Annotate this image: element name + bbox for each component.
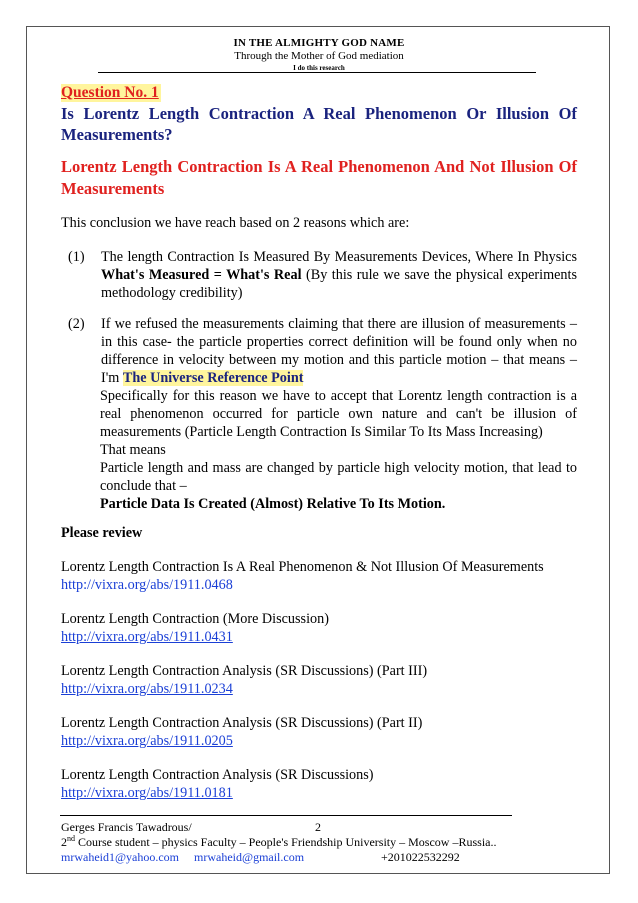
reference-title: Lorentz Length Contraction Is A Real Phenomenon & Not Illusion Of Measurements bbox=[61, 559, 544, 575]
footer-course-ordinal: 2 bbox=[61, 835, 67, 849]
reference-link[interactable]: http://vixra.org/abs/1911.0181 bbox=[61, 785, 233, 801]
reference-link[interactable]: http://vixra.org/abs/1911.0468 bbox=[61, 577, 233, 593]
question-number: Question No. 1 bbox=[61, 84, 159, 101]
reference-title: Lorentz Length Contraction Analysis (SR Discussions) (Part III) bbox=[61, 663, 428, 679]
reference-item bbox=[61, 662, 577, 698]
reference-link[interactable]: http://vixra.org/abs/1911.0205 bbox=[61, 733, 233, 749]
reference-link[interactable]: http://vixra.org/abs/1911.0431 bbox=[61, 629, 233, 645]
intro-text: This conclusion we have reach based on 2 reasons which are: bbox=[61, 215, 410, 231]
reference-link[interactable]: http://vixra.org/abs/1911.0234 bbox=[61, 681, 233, 697]
reference-item bbox=[61, 766, 577, 802]
reason-2-para-4: Particle length and mass are changed by particle high velocity motion, that lead to conclude that – bbox=[100, 460, 577, 494]
footer-course-suffix: nd bbox=[67, 834, 75, 843]
reason-1-bold: What's Measured = What's Real bbox=[101, 267, 302, 283]
main-content bbox=[61, 84, 577, 802]
header-divider bbox=[98, 72, 536, 73]
answer-title: Lorentz Length Contraction Is A Real Phenomenon And Not Illusion Of Measurements bbox=[61, 157, 577, 198]
reason-2 bbox=[61, 315, 577, 387]
reference-item bbox=[61, 714, 577, 750]
reference-title: Lorentz Length Contraction Analysis (SR Discussions) (Part II) bbox=[61, 715, 423, 731]
footer-course-text: Course student – physics Faculty – People's Friendship University – Moscow –Russia.. bbox=[75, 835, 497, 849]
reason-1-text-b: (By this rule we save the physical experiments methodology credibility) bbox=[101, 267, 577, 301]
header-line-1: IN THE ALMIGHTY GOD NAME bbox=[233, 37, 405, 49]
header-line-2: Through the Mother of God mediation bbox=[234, 50, 404, 62]
page-number: 2 bbox=[315, 820, 321, 834]
footer bbox=[61, 820, 601, 865]
question-title: Is Lorentz Length Contraction A Real Phenomenon Or Illusion Of Measurements? bbox=[61, 104, 577, 144]
reason-2-text-a: If we refused the measurements claiming that there are illusion of measurements – in this case- the particle properties correct definition will be found only when no difference in velocity between my motion and this particle motion – that means – I'm bbox=[101, 316, 577, 386]
reference-item bbox=[61, 558, 577, 594]
footer-divider bbox=[60, 815, 512, 816]
reason-1-text-a: The length Contraction Is Measured By Measurements Devices, Where In Physics bbox=[101, 249, 577, 265]
header-line-3: I do this research bbox=[293, 64, 345, 72]
reference-title: Lorentz Length Contraction Analysis (SR Discussions) bbox=[61, 767, 374, 783]
reason-2-para-2: Specifically for this reason we have to accept that Lorentz length contraction is a real phenomenon occurred for particle own nature and can't be illusion of measurements (Particle Length Contraction Is Similar To Its Mass Increasing) bbox=[100, 388, 577, 440]
reason-2-conclusion: Particle Data Is Created (Almost) Relative To Its Motion. bbox=[100, 496, 446, 512]
footer-email-1[interactable]: mrwaheid1@yahoo.com bbox=[61, 850, 180, 864]
footer-author: Gerges Francis Tawadrous/ bbox=[61, 820, 192, 834]
universe-reference-highlight: The Universe Reference Point bbox=[122, 370, 304, 386]
footer-email-2[interactable]: mrwaheid@gmail.com bbox=[194, 850, 305, 864]
reason-2-para-3: That means bbox=[100, 442, 166, 458]
reference-item bbox=[61, 610, 577, 646]
reference-title: Lorentz Length Contraction (More Discussion) bbox=[61, 611, 329, 627]
reason-1-number: (1) bbox=[68, 249, 85, 265]
footer-phone: +201022532292 bbox=[381, 850, 460, 864]
review-label: Please review bbox=[61, 525, 143, 541]
reason-2-number: (2) bbox=[68, 316, 85, 332]
reason-1 bbox=[61, 248, 577, 302]
